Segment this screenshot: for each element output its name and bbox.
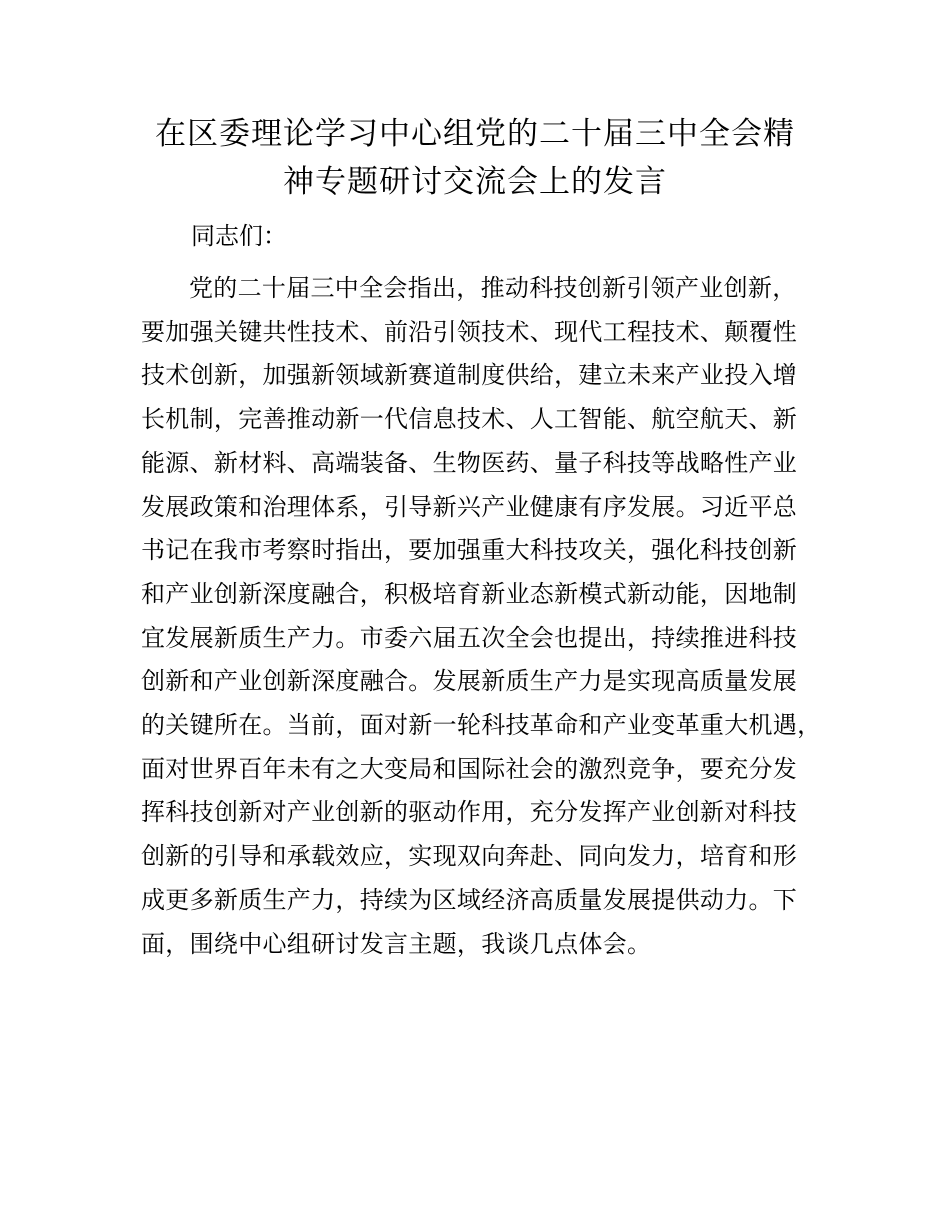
paragraph-line: 书记在我市考察时指出，要加强重大科技攻关，强化科技创新 xyxy=(141,536,798,565)
body-paragraph xyxy=(141,267,841,966)
paragraph-line: 创新和产业创新深度融合。发展新质生产力是实现高质量发展 xyxy=(141,667,798,696)
greeting: 同志们： xyxy=(191,222,287,250)
paragraph-line: 面，围绕中心组研讨发言主题，我谈几点体会。 xyxy=(141,929,652,958)
title-line-1: 在区委理论学习中心组党的二十届三中全会精 xyxy=(155,116,795,152)
paragraph-line: 创新的引导和承载效应，实现双向奔赴、同向发力，培育和形 xyxy=(141,842,798,871)
paragraph-line: 的关键所在。当前，面对新一轮科技革命和产业变革重大机遇， xyxy=(141,711,822,740)
document-title xyxy=(100,110,850,206)
paragraph-line: 技术创新，加强新领域新赛道制度供给，建立未来产业投入增 xyxy=(141,361,798,390)
paragraph-line: 挥科技创新对产业创新的驱动作用，充分发挥产业创新对科技 xyxy=(141,798,798,827)
paragraph-line: 成更多新质生产力，持续为区域经济高质量发展提供动力。下 xyxy=(141,885,798,914)
paragraph-line: 发展政策和治理体系，引导新兴产业健康有序发展。习近平总 xyxy=(141,492,798,521)
title-line-2: 神专题研讨交流会上的发言 xyxy=(283,164,667,200)
paragraph-line: 面对世界百年未有之大变局和国际社会的激烈竞争，要充分发 xyxy=(141,754,798,783)
paragraph-line: 党的二十届三中全会指出，推动科技创新引领产业创新， xyxy=(189,274,797,302)
paragraph-line: 长机制，完善推动新一代信息技术、人工智能、航空航天、新 xyxy=(141,405,798,434)
paragraph-line: 能源、新材料、高端装备、生物医药、量子科技等战略性产业 xyxy=(141,448,798,477)
paragraph-line: 和产业创新深度融合，积极培育新业态新模式新动能，因地制 xyxy=(141,579,798,608)
paragraph-line: 要加强关键共性技术、前沿引领技术、现代工程技术、颠覆性 xyxy=(141,317,798,346)
paragraph-line: 宜发展新质生产力。市委六届五次全会也提出，持续推进科技 xyxy=(141,623,798,652)
